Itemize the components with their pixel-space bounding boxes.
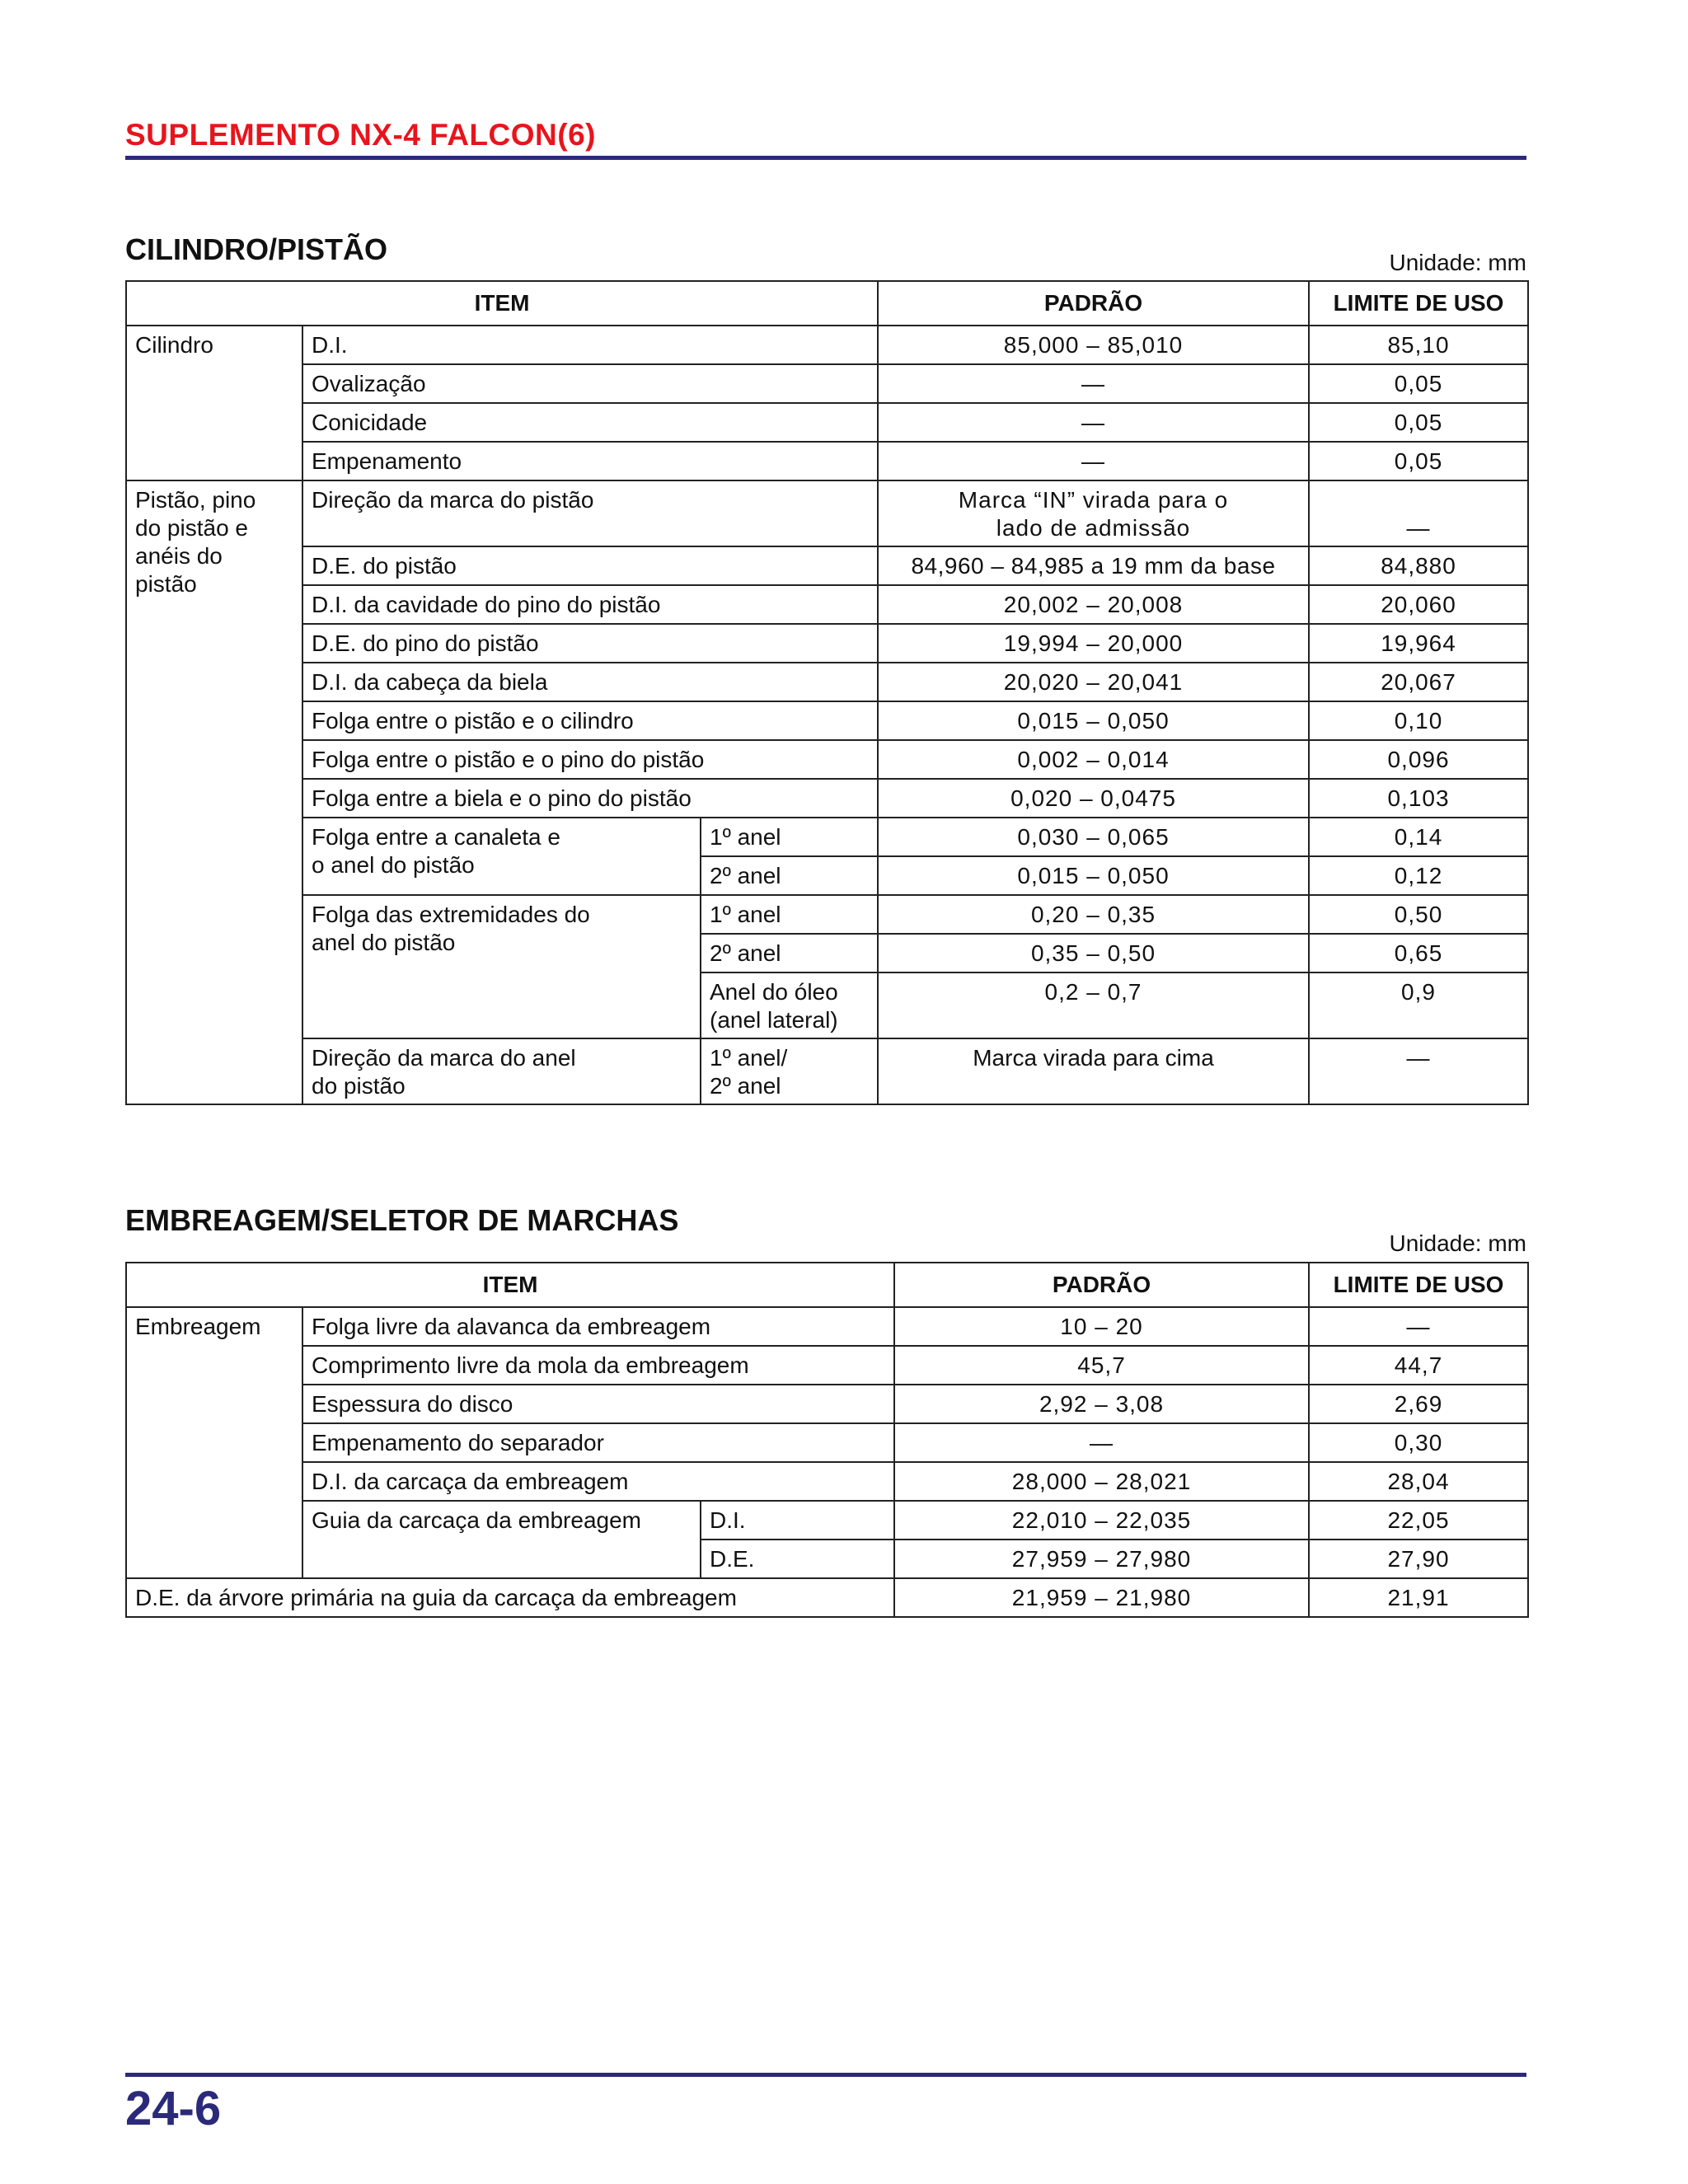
limite-cell: 20,067 (1309, 663, 1528, 701)
limite-cell: 44,7 (1309, 1346, 1528, 1385)
table-row (126, 442, 1528, 480)
item-line: Folga entre a canaleta e (312, 824, 560, 850)
limite-cell: 0,05 (1309, 364, 1528, 403)
group-pistao (126, 480, 302, 1104)
document-header-title: SUPLEMENTO NX-4 FALCON(6) (125, 118, 596, 152)
item-cell: D.I. da carcaça da embreagem (302, 1462, 894, 1501)
group-embreagem: Embreagem (126, 1307, 302, 1578)
sub-line: 1º anel/ (710, 1045, 788, 1071)
table-row (126, 403, 1528, 442)
padrao-cell: 0,015 – 0,050 (878, 701, 1309, 740)
limite-cell: 0,12 (1309, 856, 1528, 895)
sub-cell: 1º anel (701, 895, 878, 934)
padrao-cell: 21,959 – 21,980 (894, 1578, 1309, 1617)
table-row (126, 663, 1528, 701)
table-row (126, 1578, 1528, 1617)
padrao-cell: 85,000 – 85,010 (878, 326, 1309, 364)
padrao-cell: 45,7 (894, 1346, 1309, 1385)
padrao-cell: 84,960 – 84,985 a 19 mm da base (878, 546, 1309, 585)
limite-cell: 2,69 (1309, 1385, 1528, 1423)
padrao-cell: 0,015 – 0,050 (878, 856, 1309, 895)
embreagem-table (125, 1262, 1529, 1618)
limite-cell: — (1309, 1038, 1528, 1104)
padrao-cell: — (894, 1423, 1309, 1462)
item-line: do pistão (312, 1073, 406, 1099)
padrao-cell: 19,994 – 20,000 (878, 624, 1309, 663)
header-limite: LIMITE DE USO (1309, 281, 1528, 326)
sub-cell: D.E. (701, 1540, 894, 1578)
padrao-cell: — (878, 442, 1309, 480)
sub-line: Anel do óleo (710, 979, 838, 1005)
item-cell: Conicidade (302, 403, 878, 442)
item-cell-guia: Guia da carcaça da embreagem (302, 1501, 701, 1578)
padrao-cell: 28,000 – 28,021 (894, 1462, 1309, 1501)
footer-rule (125, 2073, 1526, 2077)
group-cilindro: Cilindro (126, 326, 302, 480)
padrao-cell: 22,010 – 22,035 (894, 1501, 1309, 1540)
padrao-cell: — (878, 403, 1309, 442)
padrao-cell (878, 480, 1309, 546)
limite-cell: 85,10 (1309, 326, 1528, 364)
table-row (126, 740, 1528, 779)
limite-cell: 0,14 (1309, 818, 1528, 856)
header-item: ITEM (126, 281, 878, 326)
item-cell-arvore: D.E. da árvore primária na guia da carcaça da embreagem (126, 1578, 894, 1617)
table-row (126, 1307, 1528, 1346)
unit-label: Unidade: mm (1389, 250, 1526, 275)
padrao-cell: 0,2 – 0,7 (878, 972, 1309, 1038)
table-row (126, 326, 1528, 364)
item-cell: D.E. do pino do pistão (302, 624, 878, 663)
item-cell: D.I. da cavidade do pino do pistão (302, 585, 878, 624)
item-cell: Direção da marca do pistão (302, 480, 878, 546)
item-cell: Folga entre a biela e o pino do pistão (302, 779, 878, 818)
limite-cell: 0,05 (1309, 403, 1528, 442)
item-cell: Folga entre o pistão e o cilindro (302, 701, 878, 740)
sub-line: (anel lateral) (710, 1007, 838, 1033)
limite-cell: 84,880 (1309, 546, 1528, 585)
limite-cell: 0,50 (1309, 895, 1528, 934)
table-row (126, 624, 1528, 663)
padrao-cell: 10 – 20 (894, 1307, 1309, 1346)
padrao-cell: 0,35 – 0,50 (878, 934, 1309, 972)
table-row (126, 779, 1528, 818)
sub-line: 2º anel (710, 1073, 781, 1099)
table-row (126, 1346, 1528, 1385)
table-header-row (126, 281, 1528, 326)
limite-cell: — (1309, 480, 1528, 546)
item-cell-extremidades (302, 895, 701, 1038)
limite-cell: 22,05 (1309, 1501, 1528, 1540)
unit-label: Unidade: mm (1389, 1230, 1526, 1256)
section-title-cilindro-pistao: CILINDRO/PISTÃO (125, 232, 388, 266)
limite-cell: 27,90 (1309, 1540, 1528, 1578)
sub-cell: 2º anel (701, 934, 878, 972)
limite-cell: 0,10 (1309, 701, 1528, 740)
table-header-row (126, 1263, 1528, 1307)
sub-cell: 1º anel (701, 818, 878, 856)
padrao-cell: 20,020 – 20,041 (878, 663, 1309, 701)
item-line: o anel do pistão (312, 852, 475, 878)
item-cell: Empenamento do separador (302, 1423, 894, 1462)
group-pistao-line: pistão (135, 571, 197, 597)
item-cell: Folga livre da alavanca da embreagem (302, 1307, 894, 1346)
table-row (126, 546, 1528, 585)
padrao-cell: 0,20 – 0,35 (878, 895, 1309, 934)
limite-cell: 0,103 (1309, 779, 1528, 818)
limite-cell: 28,04 (1309, 1462, 1528, 1501)
item-cell: D.I. da cabeça da biela (302, 663, 878, 701)
limite-cell: — (1309, 1307, 1528, 1346)
item-cell: Ovalização (302, 364, 878, 403)
section-title-embreagem: EMBREAGEM/SELETOR DE MARCHAS (125, 1203, 679, 1237)
limite-cell: 21,91 (1309, 1578, 1528, 1617)
limite-cell: 0,096 (1309, 740, 1528, 779)
table-row (126, 480, 1528, 546)
group-pistao-line: do pistão e (135, 515, 248, 541)
limite-cell: 0,9 (1309, 972, 1528, 1038)
padrao-line: Marca “IN” virada para o (958, 487, 1229, 513)
item-cell: Folga entre o pistão e o pino do pistão (302, 740, 878, 779)
item-cell: Espessura do disco (302, 1385, 894, 1423)
item-cell: D.E. do pistão (302, 546, 878, 585)
item-line: anel do pistão (312, 930, 456, 955)
limite-cell: 20,060 (1309, 585, 1528, 624)
table-row (126, 1385, 1528, 1423)
page-number: 24-6 (125, 2082, 222, 2135)
sub-cell: D.I. (701, 1501, 894, 1540)
item-cell: Empenamento (302, 442, 878, 480)
padrao-cell: 0,002 – 0,014 (878, 740, 1309, 779)
limite-cell: 0,05 (1309, 442, 1528, 480)
item-cell: D.I. (302, 326, 878, 364)
table-row (126, 1462, 1528, 1501)
item-line: Direção da marca do anel (312, 1045, 576, 1071)
sub-cell (701, 972, 878, 1038)
header-item: ITEM (126, 1263, 894, 1307)
padrao-cell: 20,002 – 20,008 (878, 585, 1309, 624)
cilindro-pistao-table (125, 280, 1529, 1105)
table-row (126, 818, 1528, 856)
item-cell: Comprimento livre da mola da embreagem (302, 1346, 894, 1385)
padrao-cell: 0,020 – 0,0475 (878, 779, 1309, 818)
table-row (126, 1423, 1528, 1462)
padrao-cell: 0,030 – 0,065 (878, 818, 1309, 856)
padrao-cell: 2,92 – 3,08 (894, 1385, 1309, 1423)
limite-cell: 0,30 (1309, 1423, 1528, 1462)
header-rule (125, 156, 1526, 160)
header-padrao: PADRÃO (894, 1263, 1309, 1307)
padrao-cell: — (878, 364, 1309, 403)
padrao-cell: 27,959 – 27,980 (894, 1540, 1309, 1578)
limite-cell: 19,964 (1309, 624, 1528, 663)
table-row (126, 895, 1528, 934)
limite-cell: 0,65 (1309, 934, 1528, 972)
table-row (126, 1038, 1528, 1104)
padrao-line: lado de admissão (996, 515, 1191, 541)
table-row (126, 701, 1528, 740)
table-row (126, 364, 1528, 403)
header-limite: LIMITE DE USO (1309, 1263, 1528, 1307)
table-row (126, 1501, 1528, 1540)
padrao-cell: Marca virada para cima (878, 1038, 1309, 1104)
sub-cell: 2º anel (701, 856, 878, 895)
item-line: Folga das extremidades do (312, 902, 590, 927)
group-pistao-line: anéis do (135, 543, 223, 569)
header-padrao: PADRÃO (878, 281, 1309, 326)
item-cell-canaleta (302, 818, 701, 895)
sub-cell (701, 1038, 878, 1104)
table-row (126, 585, 1528, 624)
group-pistao-line: Pistão, pino (135, 487, 256, 513)
item-cell-marca-anel (302, 1038, 701, 1104)
